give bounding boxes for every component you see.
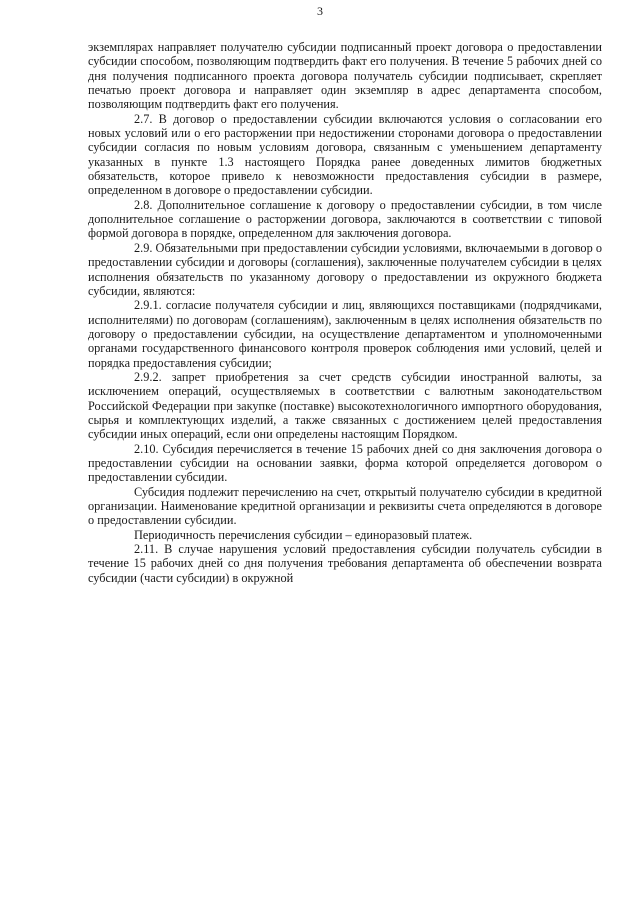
document-body	[88, 40, 602, 585]
paragraph-2-9: 2.9. Обязательными при предоставлении субсидии условиями, включаемыми в договор о предоставлении субсидии и договоры (соглашения), заключенные получателем субсидии в целях исполнения обязательств по указанному договору о предоставлении из окружного бюджета субсидии, являются:	[88, 240, 602, 298]
page-number: 3	[317, 4, 323, 18]
paragraph-2-9-1: 2.9.1. согласие получателя субсидии и лиц, являющихся поставщиками (подрядчиками, исполнителями) по договорам (соглашениям), заключенным в целях исполнения обязательств по договору о предоставлении субсидии, на осуществление департаментом и уполномоченными органами государственного финансового контроля проверок соблюдения ими условий, целей и порядка предоставления субсидии;	[88, 298, 602, 370]
paragraph-2-8: 2.8. Дополнительное соглашение к договору о предоставлении субсидии, в том числе дополнительное соглашение о расторжении договора, заключаются в соответствии с типовой формой договора в порядке, определенном для заключения договора.	[88, 197, 602, 241]
paragraph-2-9-2: 2.9.2. запрет приобретения за счет средств субсидии иностранной валюты, за исключением операций, осуществляемых в соответствии с валютным законодательством Российской Федерации при закупке (поставке) высокотехнологичного импортного оборудования, сырья и комплектующих изделий, а также связанных с достижением целей предоставления субсидии иных операций, если они определены настоящим Порядком.	[88, 369, 602, 442]
paragraph-continuation: экземплярах направляет получателю субсидии подписанный проект договора о предоставлении субсидии способом, позволяющим подтвердить факт его получения. В течение 5 рабочих дней со дня получения подписанного проекта договора получатель субсидии подписывает, скрепляет печатью проект договора и направляет один экземпляр в адрес департамента способом, позволяющим подтвердить факт его получения.	[88, 40, 602, 112]
paragraph-2-7: 2.7. В договор о предоставлении субсидии включаются условия о согласовании его новых условий или о его расторжении при недостижении сторонами договора о предоставлении субсидии согласия по новым условиям договора, связанным с уменьшением департаменту указанных в пункте 1.3 настоящего Порядка ранее доведенных лимитов бюджетных обязательств, которое привело к невозможности предоставления субсидии в размере, определенном в договоре о предоставлении субсидии.	[88, 111, 602, 198]
paragraph-2-10: 2.10. Субсидия перечисляется в течение 15 рабочих дней со дня заключения договора о предоставлении субсидии на основании заявки, форма которой определяется договором о предоставлении субсидии.	[88, 441, 602, 485]
paragraph-2-10-account: Субсидия подлежит перечислению на счет, открытый получателю субсидии в кредитной организации. Наименование кредитной организации и реквизиты счета определяются в договоре о предоставлении субсидии.	[88, 484, 602, 528]
paragraph-2-11: 2.11. В случае нарушения условий предоставления субсидии получатель субсидии в течение 15 рабочих дней со дня получения требования департамента об обеспечении возврата субсидии (части субсидии) в окружной	[88, 542, 602, 585]
paragraph-2-10-periodicity: Периодичность перечисления субсидии – единоразовый платеж.	[134, 527, 473, 542]
